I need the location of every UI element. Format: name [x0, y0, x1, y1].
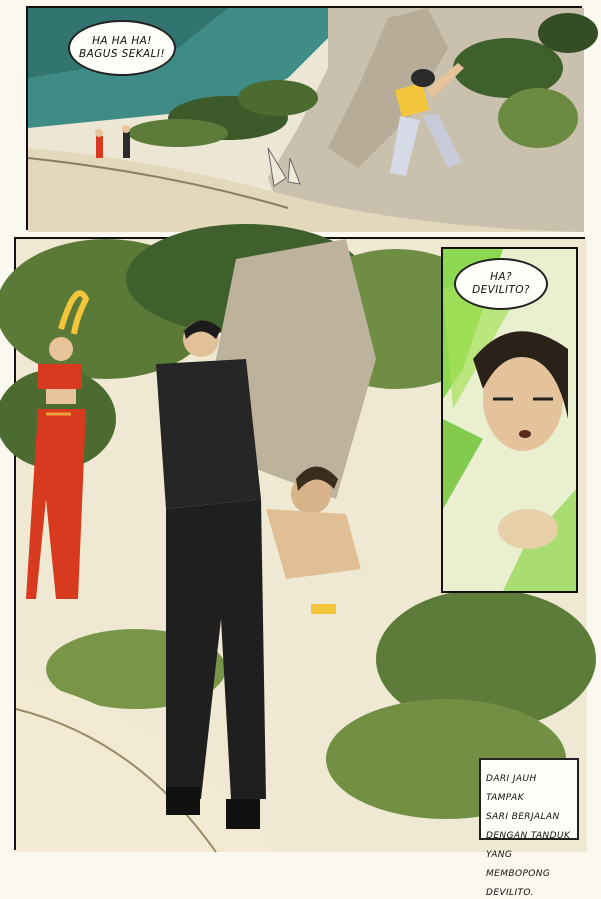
caption-text: DARI JAUH TAMPAK SARI BERJALAN DENGAN TANDUK YANG MEMBOPONG DEVILITO. — [486, 774, 571, 898]
speech-text-laugh: HA HA HA! BAGUS SEKALI! — [79, 35, 165, 60]
speech-bubble-devilito — [454, 258, 548, 310]
panel-top — [26, 6, 582, 230]
speech-bubble-laugh — [68, 20, 176, 76]
panel-inset-closeup — [441, 247, 578, 593]
speech-text-devilito: HA? DEVILITO? — [472, 271, 530, 296]
narration-caption — [479, 758, 579, 898]
